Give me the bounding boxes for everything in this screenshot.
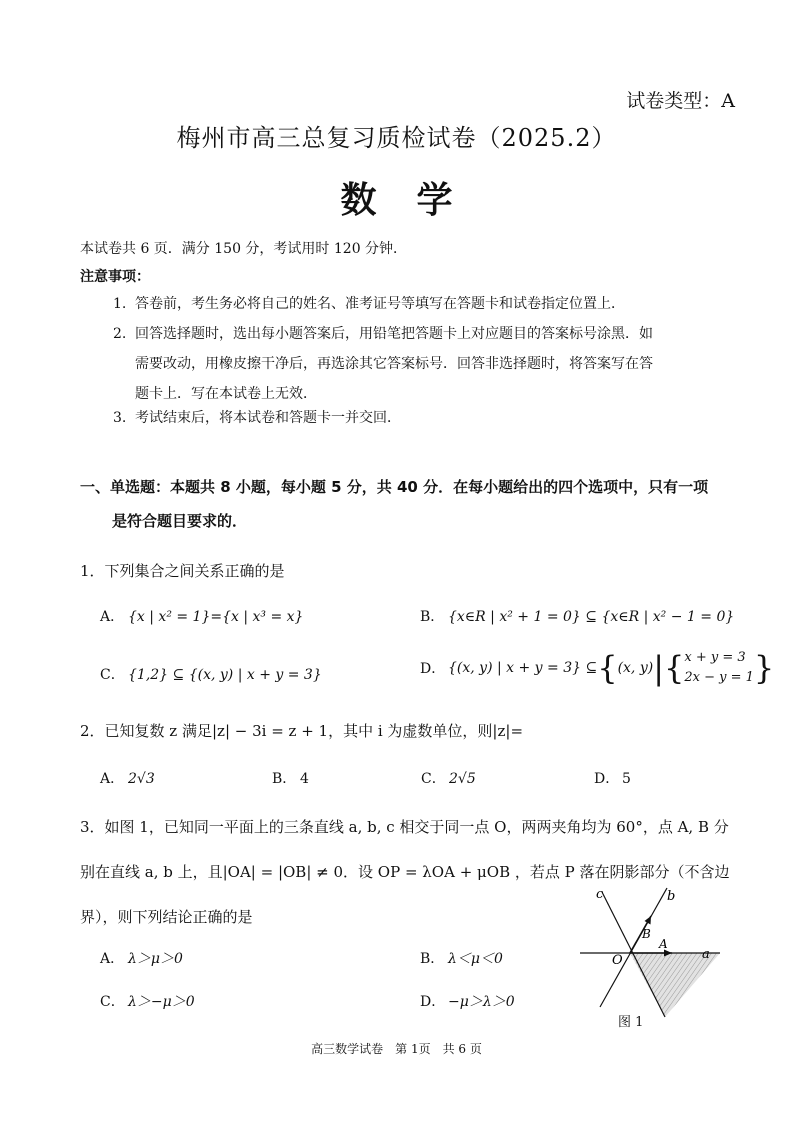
option-label: A．: [100, 951, 125, 967]
note-num: 1.: [113, 296, 127, 312]
q1-option-b: [420, 606, 734, 626]
option-label: C．: [100, 994, 125, 1010]
option-text: 2√3: [128, 771, 155, 787]
option-text: λ＜μ＜0: [448, 951, 503, 967]
shaded-region: [630, 953, 720, 1017]
q3-option-a: [100, 948, 183, 968]
option-label: C．: [421, 771, 446, 787]
q3-option-d: [420, 991, 515, 1011]
note-num: 3.: [113, 410, 127, 426]
option-text: λ＞μ＞0: [128, 951, 183, 967]
question-2-stem: 2．已知复数 z 满足|z| − 3i = z + 1，其中 i 为虚数单位，则|z|=: [80, 722, 524, 740]
option-text: 5: [622, 771, 631, 787]
section-heading: [80, 470, 740, 538]
q3-option-b: [420, 948, 503, 968]
figure-caption: 图 1: [618, 1015, 644, 1030]
subject-title: 数学: [340, 180, 493, 221]
option-text: λ＞−μ＞0: [128, 994, 195, 1010]
equation-2: 2x − y = 1: [684, 670, 754, 685]
exam-title: 梅州市高三总复习质检试卷（2025.2）: [176, 124, 617, 152]
label-a-point: A: [659, 937, 668, 951]
option-label: C．: [100, 667, 125, 683]
q2-option-c: [421, 768, 476, 788]
q2-option-d: [594, 768, 631, 788]
figure-1-diagram: [572, 880, 722, 1040]
set-variable: (x, y): [617, 660, 654, 676]
note-item-2: [113, 319, 743, 409]
note-text: 回答选择题时，选出每小题答案后，用铅笔把答题卡上对应题目的答案标号涂黑．如: [135, 326, 653, 342]
note-text: 题卡上．写在本试卷上无效．: [135, 386, 317, 402]
option-text: −μ＞λ＞0: [448, 994, 515, 1010]
q1-option-c: [100, 664, 322, 684]
question-3-line-1: 3．如图 1，已知同一平面上的三条直线 a, b, c 相交于同一点 O，两两夹角均为 60°，点 A, B 分: [80, 818, 729, 836]
note-text: 需要改动，用橡皮擦干净后，再选涂其它答案标号．回答非选择题时，将答案写在答: [135, 356, 653, 372]
note-num: 2.: [113, 326, 127, 342]
note-item-1: [113, 289, 743, 319]
label-b-point: B: [642, 927, 651, 941]
q2-option-a: [100, 768, 155, 788]
q1-option-d: D． {(x, y) | x + y = 3} ⊆{(x, y)|{x + y = 3 2x − y = 1}: [420, 649, 775, 687]
option-label: D．: [594, 771, 620, 787]
question-1-stem: 1．下列集合之间关系正确的是: [80, 562, 285, 580]
note-text: 答卷前，考生务必将自己的姓名、准考证号等填写在答题卡和试卷指定位置上．: [135, 296, 625, 312]
q2-option-b: [272, 768, 309, 788]
note-text: 考试结束后，将本试卷和答题卡一并交回．: [135, 410, 401, 426]
label-b: b: [667, 889, 676, 904]
note-item-3: [113, 403, 743, 433]
option-label: B．: [420, 609, 445, 625]
question-3-line-2: 别在直线 a, b 上，且|OA| = |OB| ≠ 0．设 OP = λOA + μOB ，若点 P 落在阴影部分（不含边: [80, 863, 730, 881]
option-label: D．: [420, 661, 446, 677]
option-text: {x | x² = 1}={x | x³ = x}: [128, 609, 304, 625]
question-3-line-3: 界），则下列结论正确的是: [80, 908, 253, 926]
q3-option-c: [100, 991, 195, 1011]
option-text: {1,2} ⊆ {(x, y) | x + y = 3}: [128, 667, 322, 683]
paper-type-label: 试卷类型：A: [626, 90, 735, 112]
section-line: 是符合题目要求的．: [112, 512, 248, 530]
equation-system: [684, 648, 754, 688]
section-line: 一、单选题：本题共 8 小题，每小题 5 分，共 40 分．在每小题给出的四个选项中，只有一项: [80, 478, 709, 496]
exam-intro: 本试卷共 6 页．满分 150 分，考试用时 120 分钟．: [80, 241, 408, 257]
option-text: 4: [300, 771, 309, 787]
label-c: c: [596, 887, 604, 902]
notes-title: 注意事项：: [80, 269, 150, 285]
option-label: D．: [420, 994, 446, 1010]
label-a: a: [702, 947, 710, 962]
equation-1: x + y = 3: [684, 650, 746, 665]
option-text: 2√5: [449, 771, 476, 787]
option-label: A．: [100, 609, 125, 625]
option-label: B．: [272, 771, 297, 787]
option-text: {x∈R | x² + 1 = 0} ⊆ {x∈R | x² − 1 = 0}: [448, 609, 735, 625]
option-text: {(x, y) | x + y = 3} ⊆: [448, 660, 598, 676]
option-label: B．: [420, 951, 445, 967]
page-footer: 高三数学试卷 第 1页 共 6 页: [311, 1042, 482, 1056]
option-label: A．: [100, 771, 125, 787]
label-o: O: [612, 953, 623, 968]
q1-option-a: [100, 606, 303, 626]
